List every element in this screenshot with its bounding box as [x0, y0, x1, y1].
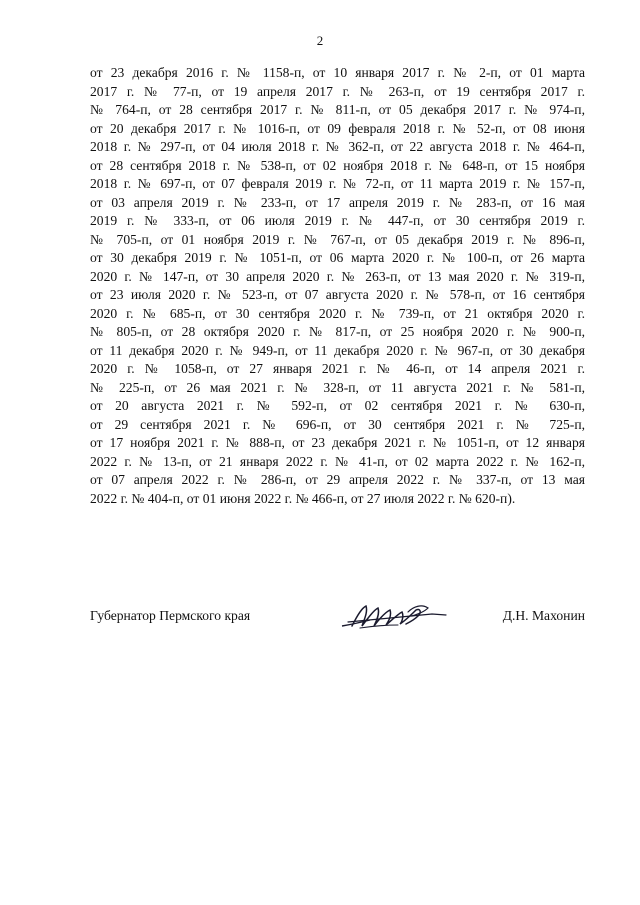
signature-block: [90, 598, 585, 638]
body-line: от 28 сентября 2018 г. № 538-п, от 02 ноября 2018 г. № 648-п, от 15 ноября: [90, 157, 585, 173]
body-line: от 17 ноября 2021 г. № 888-п, от 23 декабря 2021 г. № 1051-п, от 12 января: [90, 435, 585, 450]
body-line: 2022 г. № 13-п, от 21 января 2022 г. № 41-п, от 02 марта 2022 г. № 162-п,: [90, 453, 585, 469]
page-number: 2: [316, 33, 324, 48]
body-line: № 764-п, от 28 сентября 2017 г. № 811-п, от 05 декабря 2017 г. № 974-п,: [90, 102, 585, 117]
body-line: № 225-п, от 26 мая 2021 г. № 328-п, от 11 августа 2021 г. № 581-п,: [90, 379, 585, 395]
document-body: [90, 64, 585, 508]
body-line: от 11 декабря 2020 г. № 949-п, от 11 декабря 2020 г. № 967-п, от 30 декабря: [90, 342, 585, 358]
body-line: 2019 г. № 333-п, от 06 июля 2019 г. № 447-п, от 30 сентября 2019 г.: [90, 213, 585, 228]
body-line: от 23 декабря 2016 г. № 1158-п, от 10 января 2017 г. № 2-п, от 01 марта: [90, 65, 585, 80]
body-line-last: 2022 г. № 404-п, от 01 июня 2022 г. № 466-п, от 27 июля 2022 г. № 620-п).: [90, 490, 516, 506]
body-line: от 07 апреля 2022 г. № 286-п, от 29 апреля 2022 г. № 337-п, от 13 мая: [90, 472, 585, 487]
body-line: от 29 сентября 2021 г. № 696-п, от 30 сентября 2021 г. № 725-п,: [90, 416, 585, 432]
body-line: от 20 декабря 2017 г. № 1016-п, от 09 февраля 2018 г. № 52-п, от 08 июня: [90, 120, 585, 136]
body-line: 2020 г. № 147-п, от 30 апреля 2020 г. № 263-п, от 13 мая 2020 г. № 319-п,: [90, 268, 585, 284]
signatory-name: Д.Н. Махонин: [502, 608, 585, 623]
body-line: 2018 г. № 297-п, от 04 июля 2018 г. № 362-п, от 22 августа 2018 г. № 464-п,: [90, 139, 585, 154]
body-line: 2020 г. № 1058-п, от 27 января 2021 г. № 46-п, от 14 апреля 2021 г.: [90, 361, 585, 376]
body-line: № 805-п, от 28 октября 2020 г. № 817-п, от 25 ноября 2020 г. № 900-п,: [90, 324, 585, 339]
body-line: 2017 г. № 77-п, от 19 апреля 2017 г. № 263-п, от 19 сентября 2017 г.: [90, 83, 585, 99]
body-line: от 20 августа 2021 г. № 592-п, от 02 сентября 2021 г. № 630-п,: [90, 398, 585, 413]
handwritten-signature: [340, 598, 450, 634]
body-line: 2020 г. № 685-п, от 30 сентября 2020 г. № 739-п, от 21 октября 2020 г.: [90, 305, 585, 321]
body-line: от 23 июля 2020 г. № 523-п, от 07 августа 2020 г. № 578-п, от 16 сентября: [90, 287, 585, 302]
body-line: № 705-п, от 01 ноября 2019 г. № 767-п, от 05 декабря 2019 г. № 896-п,: [90, 231, 585, 247]
body-line: 2018 г. № 697-п, от 07 февраля 2019 г. № 72-п, от 11 марта 2019 г. № 157-п,: [90, 176, 585, 191]
body-line: от 03 апреля 2019 г. № 233-п, от 17 апреля 2019 г. № 283-п, от 16 мая: [90, 194, 585, 210]
body-line: от 30 декабря 2019 г. № 1051-п, от 06 марта 2020 г. № 100-п, от 26 марта: [90, 250, 585, 265]
signatory-title: Губернатор Пермского края: [90, 608, 251, 623]
